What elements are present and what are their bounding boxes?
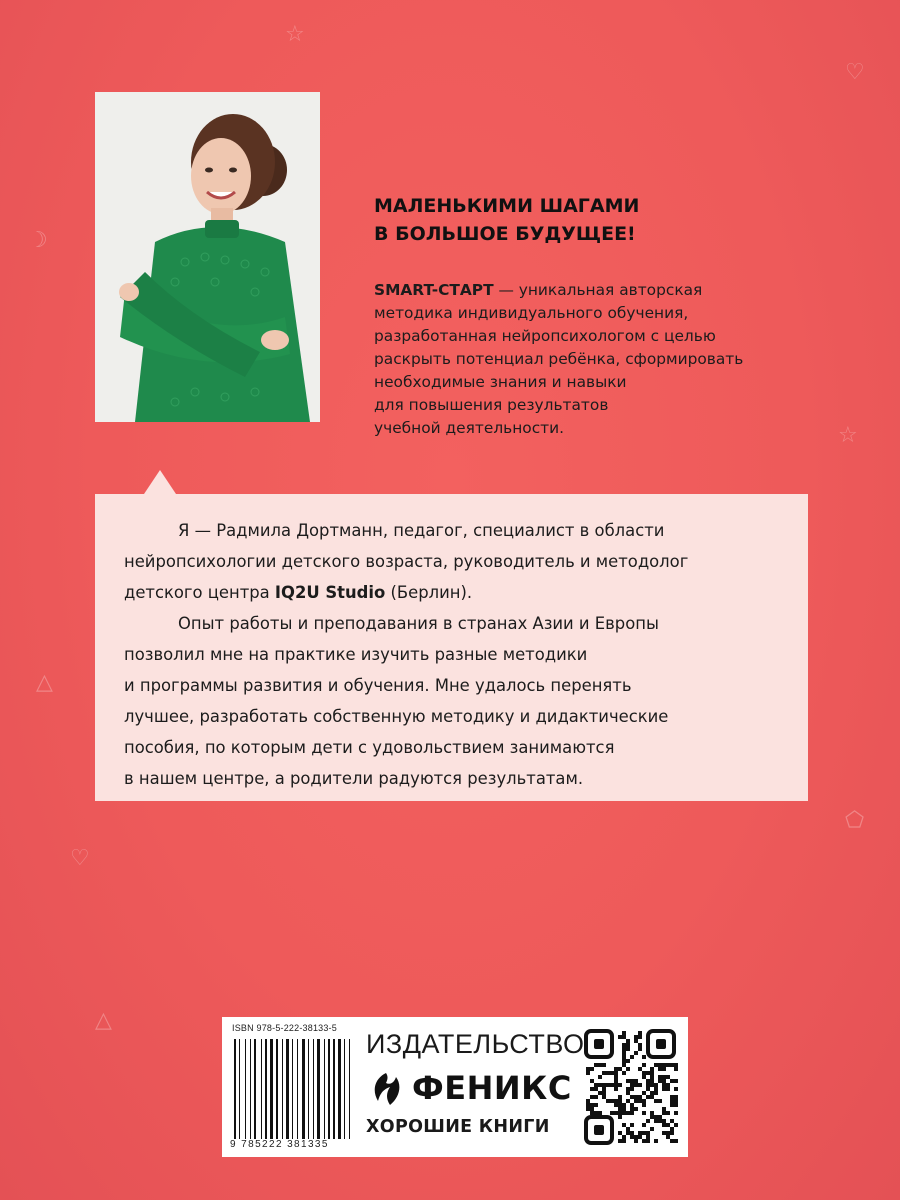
publisher-slogan: ХОРОШИЕ КНИГИ	[366, 1117, 550, 1137]
author-bio-text	[124, 515, 784, 794]
intro-text: — уникальная авторская	[493, 281, 703, 299]
barcode-digits: 9 785222 381335	[230, 1139, 329, 1150]
publisher-name: ФЕНИКС	[412, 1069, 572, 1107]
moon-decoration-icon: ☽	[28, 228, 48, 253]
bio-line	[124, 577, 784, 608]
isbn-label: ISBN 978-5-222-38133-5	[232, 1023, 337, 1033]
brand-name: SMART-СТАРТ	[374, 281, 494, 299]
intro-line: учебной деятельности.	[374, 419, 565, 437]
intro-line: раскрыть потенциал ребёнка, сформировать	[374, 350, 744, 368]
phoenix-logo-icon	[366, 1069, 406, 1109]
pentagon-decoration-icon: ⬠	[845, 808, 865, 833]
author-photo	[95, 92, 320, 422]
intro-line: методика индивидуального обучения,	[374, 304, 689, 322]
star-decoration-icon: ☆	[285, 22, 305, 47]
bio-line: позволил мне на практике изучить разные методики	[124, 645, 588, 664]
intro-line: разработанная нейропсихологом с целью	[374, 327, 716, 345]
headline	[374, 192, 794, 248]
intro-line	[374, 279, 814, 302]
headline-line: В БОЛЬШОЕ БУДУЩЕЕ!	[374, 223, 636, 245]
author-portrait-illustration	[95, 92, 320, 422]
triangle-decoration-icon: △	[95, 1008, 112, 1033]
publisher-label: ИЗДАТЕЛЬСТВО	[366, 1029, 585, 1059]
imprint-block	[222, 1017, 688, 1157]
speech-pointer	[144, 470, 176, 494]
bio-line: лучшее, разработать собственную методику и дидактические	[124, 707, 669, 726]
barcode-icon	[234, 1039, 352, 1139]
intro-line: для повышения результатов	[374, 396, 609, 414]
star-decoration-icon: ☆	[838, 423, 858, 448]
bio-line: Опыт работы и преподавания в странах Азии и Европы	[178, 614, 659, 633]
heart-decoration-icon: ♡	[70, 846, 90, 871]
bio-line: нейропсихологии детского возраста, руководитель и методолог	[124, 552, 689, 571]
bio-text: (Берлин).	[385, 583, 473, 602]
headline-line: МАЛЕНЬКИМИ ШАГАМИ	[374, 195, 640, 217]
intro-line: необходимые знания и навыки	[374, 373, 627, 391]
bio-text: детского центра	[124, 583, 275, 602]
heart-decoration-icon: ♡	[845, 60, 865, 85]
bio-line: в нашем центре, а родители радуются результатам.	[124, 769, 584, 788]
qr-code-icon	[584, 1027, 678, 1147]
intro-paragraph	[374, 279, 814, 440]
studio-name: IQ2U Studio	[274, 583, 386, 602]
bio-line: и программы развития и обучения. Мне удалось перенять	[124, 676, 632, 695]
bio-line: Я — Радмила Дортманн, педагог, специалист в области	[178, 521, 665, 540]
bio-line: пособия, по которым дети с удовольствием занимаются	[124, 738, 615, 757]
triangle-decoration-icon: △	[36, 670, 53, 695]
